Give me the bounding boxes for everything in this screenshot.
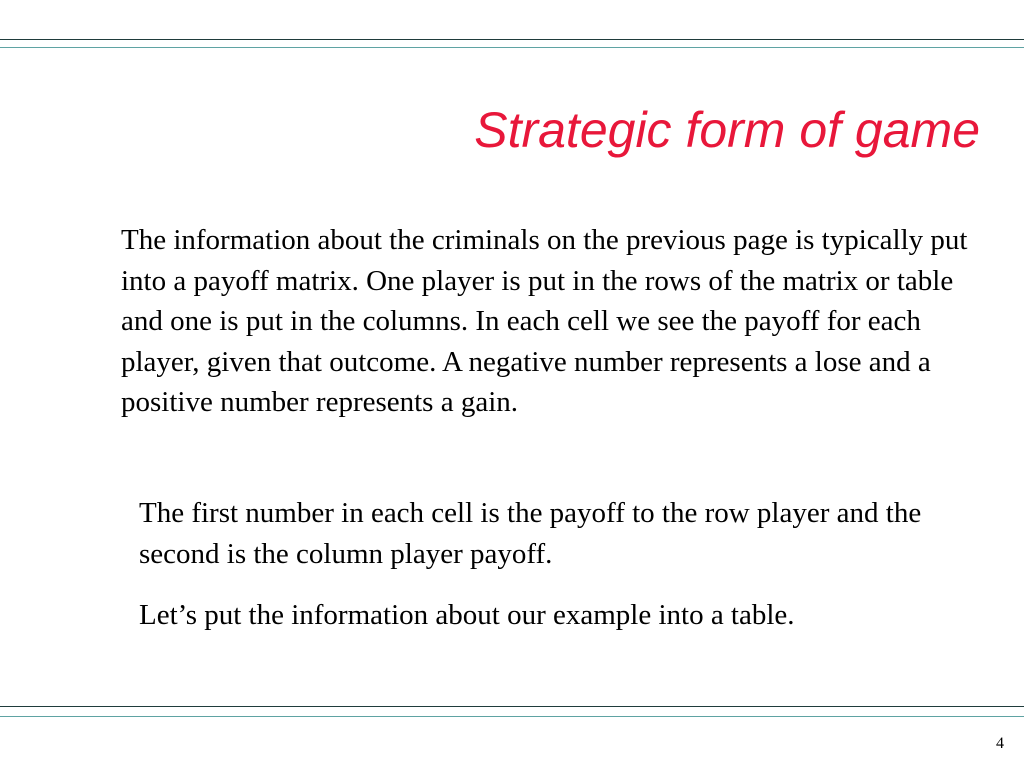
slide-title: Strategic form of game bbox=[474, 102, 980, 158]
bottom-rule-teal bbox=[0, 716, 1024, 717]
bottom-rule-dark bbox=[0, 706, 1024, 707]
page-number: 4 bbox=[996, 735, 1004, 752]
body-paragraph-1: The information about the criminals on the previous page is typically put into a payoff matrix. One player is put in the rows of the matrix or table and one is put in the columns. In each cell we see the payoff for each player, given that outcome. A negative number represents a lose and a positive number represents a gain. bbox=[121, 224, 968, 419]
body-paragraph-2: The first number in each cell is the payoff to the row player and the second is the column player payoff. bbox=[139, 497, 922, 570]
top-rule-dark bbox=[0, 39, 1024, 40]
top-rule-teal bbox=[0, 47, 1024, 48]
body-paragraph-3: Let’s put the information about our example into a table. bbox=[139, 599, 795, 631]
